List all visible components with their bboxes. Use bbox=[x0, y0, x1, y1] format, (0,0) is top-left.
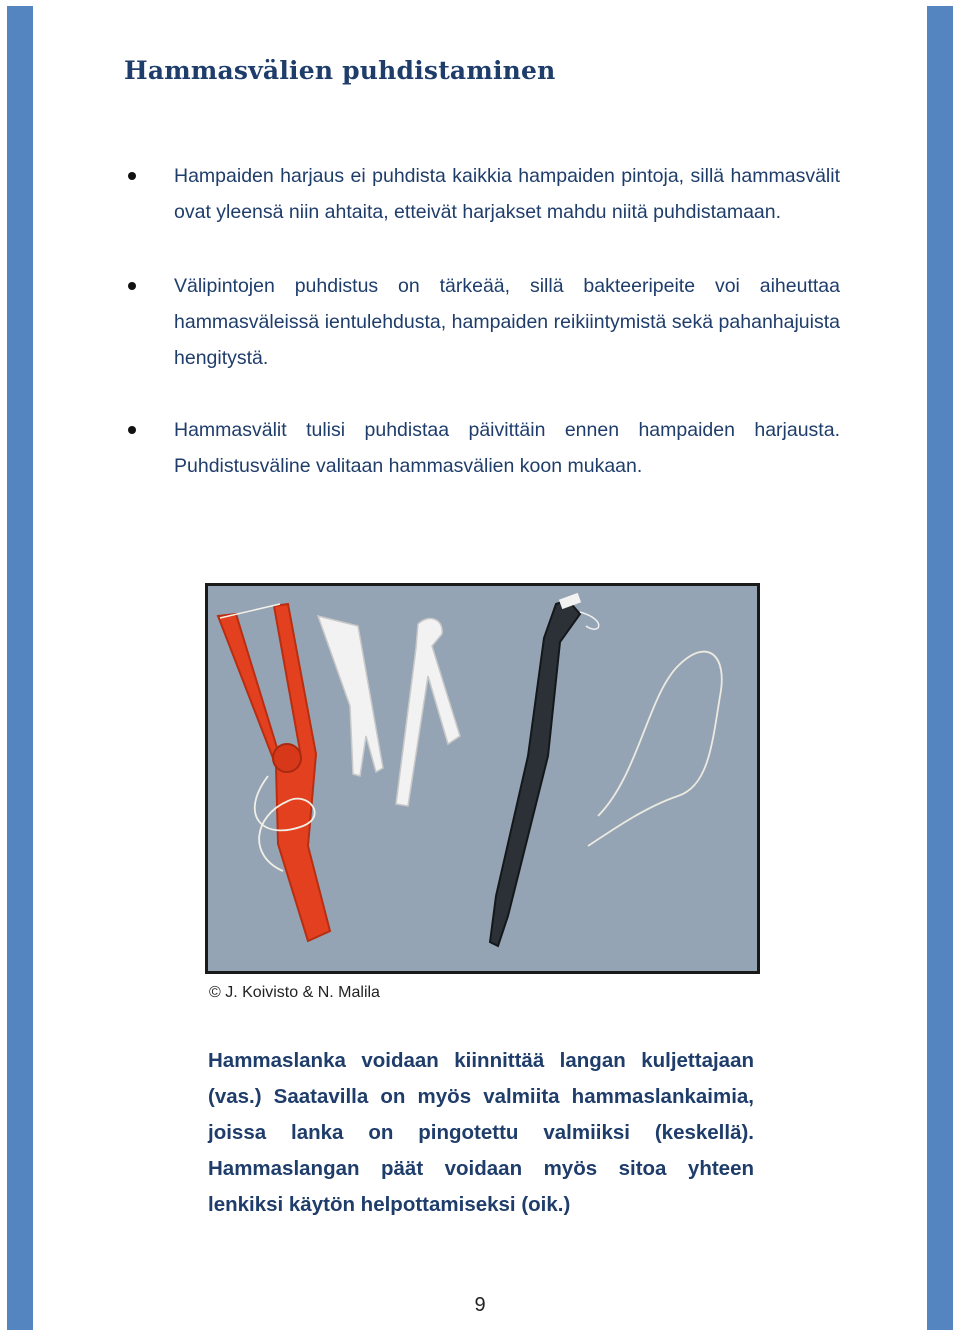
bullet-list bbox=[125, 158, 840, 522]
left-side-bar bbox=[7, 6, 33, 1330]
bullet-item: Välipintojen puhdistus on tärkeää, sillä bakteeripeite voi aiheuttaa hammasväleissä ientulehdusta, hampaiden reikiintymistä sekä pahanhajuista hengitystä. bbox=[125, 268, 840, 376]
photo-illustration bbox=[208, 586, 757, 971]
bullet-item: Hammasvälit tulisi puhdistaa päivittäin ennen hampaiden harjausta. Puhdistusväline valitaan hammasvälien koon mukaan. bbox=[125, 412, 840, 484]
right-side-bar bbox=[927, 6, 953, 1330]
page-number: 9 bbox=[474, 1294, 486, 1316]
photo-credit: © J. Koivisto & N. Malila bbox=[209, 984, 380, 1001]
photo-caption: Hammaslanka voidaan kiinnittää langan kuljettajaan (vas.) Saatavilla on myös valmiita hammaslankaimia, joissa lanka on pingotettu valmiiksi (keskellä). Hammaslangan päät voidaan myös sitoa yhteen lenkiksi käytön helpottamiseksi (oik.) bbox=[208, 1049, 754, 1216]
flossing-tools-photo bbox=[205, 583, 760, 974]
bullet-item: Hampaiden harjaus ei puhdista kaikkia hampaiden pintoja, sillä hammasvälit ovat yleensä niin ahtaita, etteivät harjakset mahdu niitä puhdistamaan. bbox=[125, 158, 840, 230]
page-title: Hammasvälien puhdistaminen bbox=[124, 56, 556, 85]
